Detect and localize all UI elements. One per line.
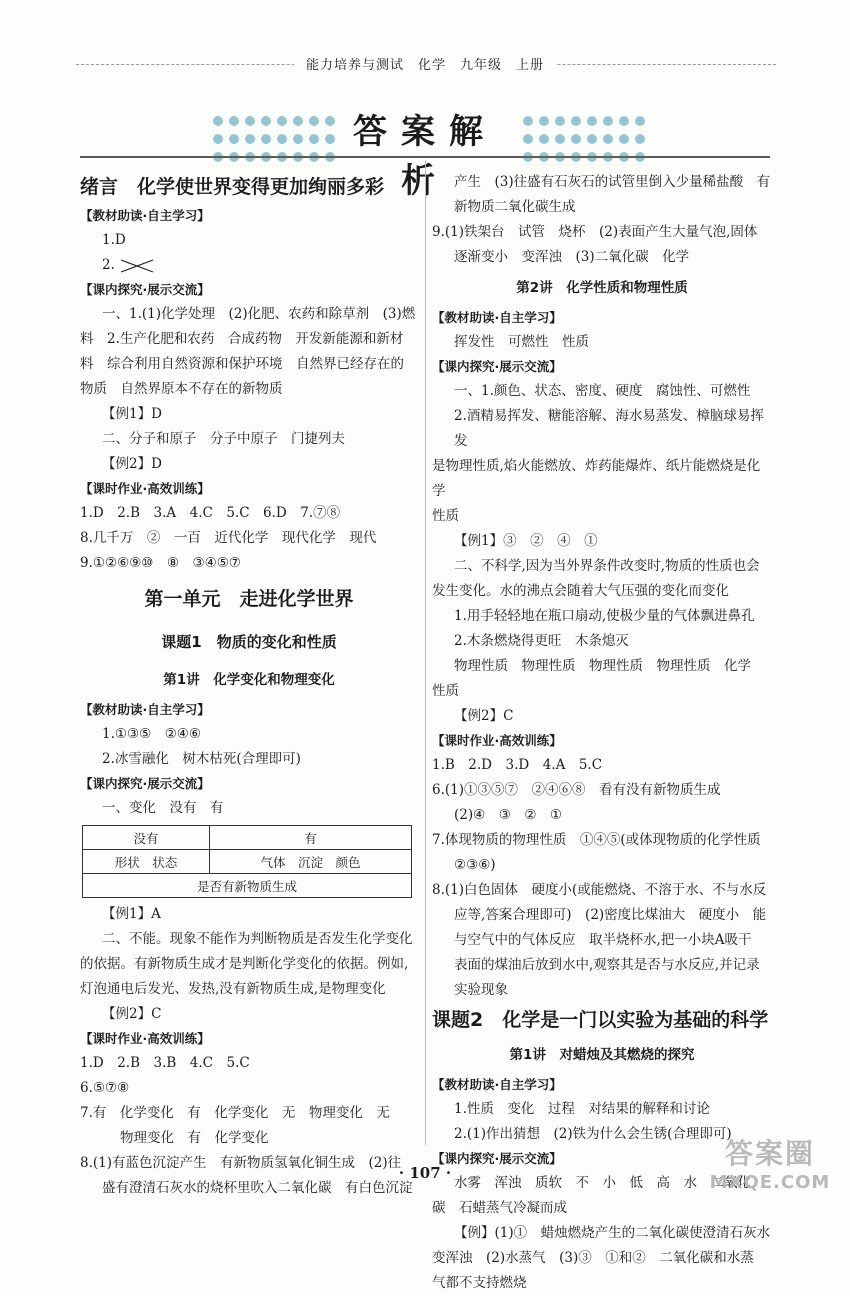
dot-decoration-left: [210, 114, 338, 168]
decorative-dot: [293, 116, 303, 126]
decorative-dot: [587, 134, 597, 144]
section-tag: 【课时作业·高效训练】: [80, 481, 210, 496]
table-cell: 形状 状态: [83, 850, 210, 874]
table-cell: 没有: [83, 826, 210, 850]
section-tag: 【教材助读·自主学习】: [432, 310, 562, 325]
left-column: [80, 170, 418, 1201]
decorative-dot: [229, 134, 239, 144]
decorative-dot: [229, 116, 239, 126]
decorative-dot: [261, 116, 271, 126]
decorative-dot: [539, 134, 549, 144]
section-tag: 【课时作业·高效训练】: [432, 733, 562, 748]
banner-rule: [80, 156, 770, 158]
table-row: [83, 850, 412, 874]
decorative-dot: [555, 134, 565, 144]
answer-line: 二、分子和原子 分子中原子 门捷列夫: [102, 431, 345, 447]
answer-line: 1.D: [102, 232, 126, 248]
decorative-dot: [635, 116, 645, 126]
decorative-dot: [619, 116, 629, 126]
answer-line: 产生 (3)往盛有石灰石的试管里倒入少量稀盐酸 有: [454, 174, 771, 190]
comparison-table: [82, 825, 412, 898]
decorative-dot: [603, 134, 613, 144]
answer-line: 【例2】C: [454, 708, 514, 724]
decorative-dot: [261, 134, 271, 144]
answer-line: 1.B 2.D 3.D 4.A 5.C: [432, 757, 603, 773]
section-tag: 【教材助读·自主学习】: [80, 208, 210, 223]
table-cell: 气体 沉淀 颜色: [210, 850, 412, 874]
answer-line: 一、1.(1)化学处理 (2)化肥、农药和除草剂 (3)燃: [102, 306, 416, 322]
answer-line: 盛有澄清石灰水的烧杯里吹入二氧化碳 有白色沉淀: [102, 1180, 413, 1196]
answer-line: 【例】(1)① 蜡烛燃烧产生的二氧化碳使澄清石灰水: [454, 1225, 771, 1241]
answer-line: 【例1】③ ② ④ ①: [454, 533, 598, 549]
decorative-dot: [523, 116, 533, 126]
watermark-logo: [700, 1132, 840, 1193]
answer-line: 1.用手轻轻地在瓶口扇动,使极少量的气体飘进鼻孔: [454, 608, 755, 624]
decorative-dot: [309, 116, 319, 126]
answer-line: 物理变化 有 化学变化: [120, 1130, 269, 1146]
answer-line: 9.(1)铁架台 试管 烧杯 (2)表面产生大量气泡,固体: [432, 224, 758, 240]
answer-line: 【例2】D: [102, 456, 162, 472]
decorative-dot: [277, 134, 287, 144]
answer-line: 1.性质 变化 过程 对结果的解释和讨论: [454, 1101, 710, 1117]
lecture-heading: 第2讲 化学性质和物理性质: [516, 280, 688, 296]
dot-decoration-right: [520, 114, 648, 168]
answer-line: 二、不科学,因为当外界条件改变时,物质的性质也会: [454, 558, 760, 574]
answer-line: 【例2】C: [102, 1006, 162, 1022]
answer-line: 是物理性质,焰火能燃放、炸药能爆炸、纸片能燃烧是化学: [432, 458, 761, 499]
watermark-line2: MXQE.COM: [709, 1172, 831, 1193]
answer-line: 8.几千万 ② 一百 近代化学 现代化学 现代: [80, 530, 377, 546]
decorative-dot: [571, 134, 581, 144]
section-tag: 【课时作业·高效训练】: [80, 1031, 210, 1046]
running-head: [0, 54, 850, 73]
answer-line: 挥发性 可燃性 性质: [454, 334, 589, 350]
answer-line: 物理性质 物理性质 物理性质 物理性质 化学: [454, 658, 751, 674]
answer-line: 气都不支持燃烧: [432, 1275, 527, 1291]
decorative-dot: [539, 116, 549, 126]
watermark-line1: 答案圈: [724, 1137, 815, 1170]
answer-line: 与空气中的气体反应 取半烧杯水,把一小块A吸干: [454, 932, 752, 948]
decorative-dot: [523, 134, 533, 144]
cross-match-lines-icon: [119, 258, 155, 274]
answer-line: 7.有 化学变化 有 化学变化 无 物理变化 无: [80, 1105, 390, 1121]
answer-line: 6.(1)①③⑤⑦ ②④⑥⑧ 看有没有新物质生成: [432, 782, 721, 798]
lecture-heading: 第1讲 对蜡烛及其燃烧的探究: [509, 1047, 695, 1063]
column-divider: [425, 160, 426, 1145]
answer-line: (2)④ ③ ② ①: [454, 807, 563, 823]
lecture-heading: 第1讲 化学变化和物理变化: [163, 672, 335, 688]
section-tag: 【教材助读·自主学习】: [432, 1077, 562, 1092]
section-tag: 【课内探究·展示交流】: [80, 282, 210, 297]
answer-line: 物质 自然界原本不存在的新物质: [80, 381, 283, 397]
answer-line: 2.木条燃烧得更旺 木条熄灭: [454, 633, 629, 649]
answer-line: 灯泡通电后发光、发热,没有新物质生成,是物理变化: [80, 981, 386, 997]
section-heading: 绪言 化学使世界变得更加绚丽多彩: [80, 176, 385, 198]
decorative-dot: [245, 134, 255, 144]
answer-line: 水雾 浑浊 质软 不 小 低 高 水 二氧化: [454, 1175, 751, 1191]
page-title: 答案解析: [353, 112, 497, 201]
decorative-dot: [213, 116, 223, 126]
answer-line: 变浑浊 (2)水蒸气 (3)③ ①和② 二氧化碳和水蒸: [432, 1250, 754, 1266]
answer-line: 逐渐变小 变浑浊 (3)二氧化碳 化学: [454, 249, 690, 265]
decorative-dot: [603, 116, 613, 126]
section-tag: 【教材助读·自主学习】: [80, 702, 210, 717]
decorative-dot: [571, 116, 581, 126]
running-head-text: 能力培养与测试 化学 九年级 上册: [294, 58, 556, 73]
answer-line: 料 综合利用自然资源和保护环境 自然界已经存在的: [80, 356, 404, 372]
table-row: [83, 874, 412, 898]
answer-line: 1.①③⑤ ②④⑥: [102, 726, 201, 742]
section-tag: 【课内探究·展示交流】: [432, 1151, 562, 1166]
answer-line: 料 2.生产化肥和农药 合成药物 开发新能源和新材: [80, 331, 404, 347]
answer-line: 一、变化 没有 有: [102, 800, 224, 816]
section-heading: 课题2 化学是一门以实验为基础的科学: [432, 1009, 769, 1031]
answer-line: 1.D 2.B 3.B 4.C 5.C: [80, 1055, 250, 1071]
decorative-dot: [635, 134, 645, 144]
decorative-dot: [555, 116, 565, 126]
answer-line: 2.酒精易挥发、糖能溶解、海水易蒸发、樟脑球易挥发: [454, 408, 764, 449]
answer-line: 一、1.颜色、状态、密度、硬度 腐蚀性、可燃性: [454, 383, 751, 399]
answer-line: 8.(1)有蓝色沉淀产生 有新物质氢氧化铜生成 (2)往: [80, 1155, 402, 1171]
section-tag: 【课内探究·展示交流】: [432, 359, 562, 374]
answer-line: 1.D 2.B 3.A 4.C 5.C 6.D 7.⑦⑧: [80, 505, 341, 521]
answer-line: 【例1】A: [102, 906, 161, 922]
table-cell: 有: [210, 826, 412, 850]
table-row: [83, 826, 412, 850]
answer-line: 2.(1)作出猜想 (2)铁为什么会生锈(合理即可): [454, 1126, 732, 1142]
answer-line: ②③⑥): [454, 857, 496, 873]
table-cell: 是否有新物质生成: [83, 874, 412, 898]
answer-line: 7.体现物质的物理性质 ①④⑤(或体现物质的化学性质: [432, 832, 761, 848]
decorative-dot: [587, 116, 597, 126]
answer-line: 2.: [80, 253, 418, 278]
decorative-dot: [277, 116, 287, 126]
decorative-dot: [213, 134, 223, 144]
topic-heading: 课题1 物质的变化和性质: [161, 633, 337, 651]
decorative-dot: [619, 134, 629, 144]
page-number: · 107 ·: [398, 1164, 452, 1182]
answer-line: 应等,答案合理即可) (2)密度比煤油大 硬度小 能: [454, 907, 767, 923]
answer-line: 8.(1)白色固体 硬度小(或能燃烧、不溶于水、不与水反: [432, 882, 767, 898]
section-tag: 【课内探究·展示交流】: [80, 776, 210, 791]
answer-line: 【例1】D: [102, 406, 162, 422]
answer-line: 二、不能。现象不能作为判断物质是否发生化学变化: [102, 931, 413, 947]
answer-line: 2.冰雪融化 树木枯死(合理即可): [102, 751, 301, 767]
answer-line: 碳 石蜡蒸气冷凝而成: [432, 1200, 567, 1216]
answer-line: 9.①②⑥⑨⑩ ⑧ ③④⑤⑦: [80, 555, 241, 571]
answer-line: 实验现象: [454, 982, 508, 998]
answer-line: 6.⑤⑦⑧: [80, 1080, 130, 1096]
answer-line: 的依据。有新物质生成才是判断化学变化的依据。例如,: [80, 956, 409, 972]
unit-heading: 第一单元 走进化学世界: [144, 588, 354, 610]
answer-line: 新物质二氧化碳生成: [454, 199, 576, 215]
decorative-dot: [293, 134, 303, 144]
answer-line: 发生变化。水的沸点会随着大气压强的变化而变化: [432, 583, 729, 599]
answer-line: 性质: [432, 508, 459, 524]
decorative-dot: [309, 134, 319, 144]
answer-line: 性质: [432, 683, 459, 699]
right-column: [432, 170, 772, 1296]
answer-line: 表面的煤油后放到水中,观察其是否与水反应,并记录: [454, 957, 760, 973]
decorative-dot: [245, 116, 255, 126]
